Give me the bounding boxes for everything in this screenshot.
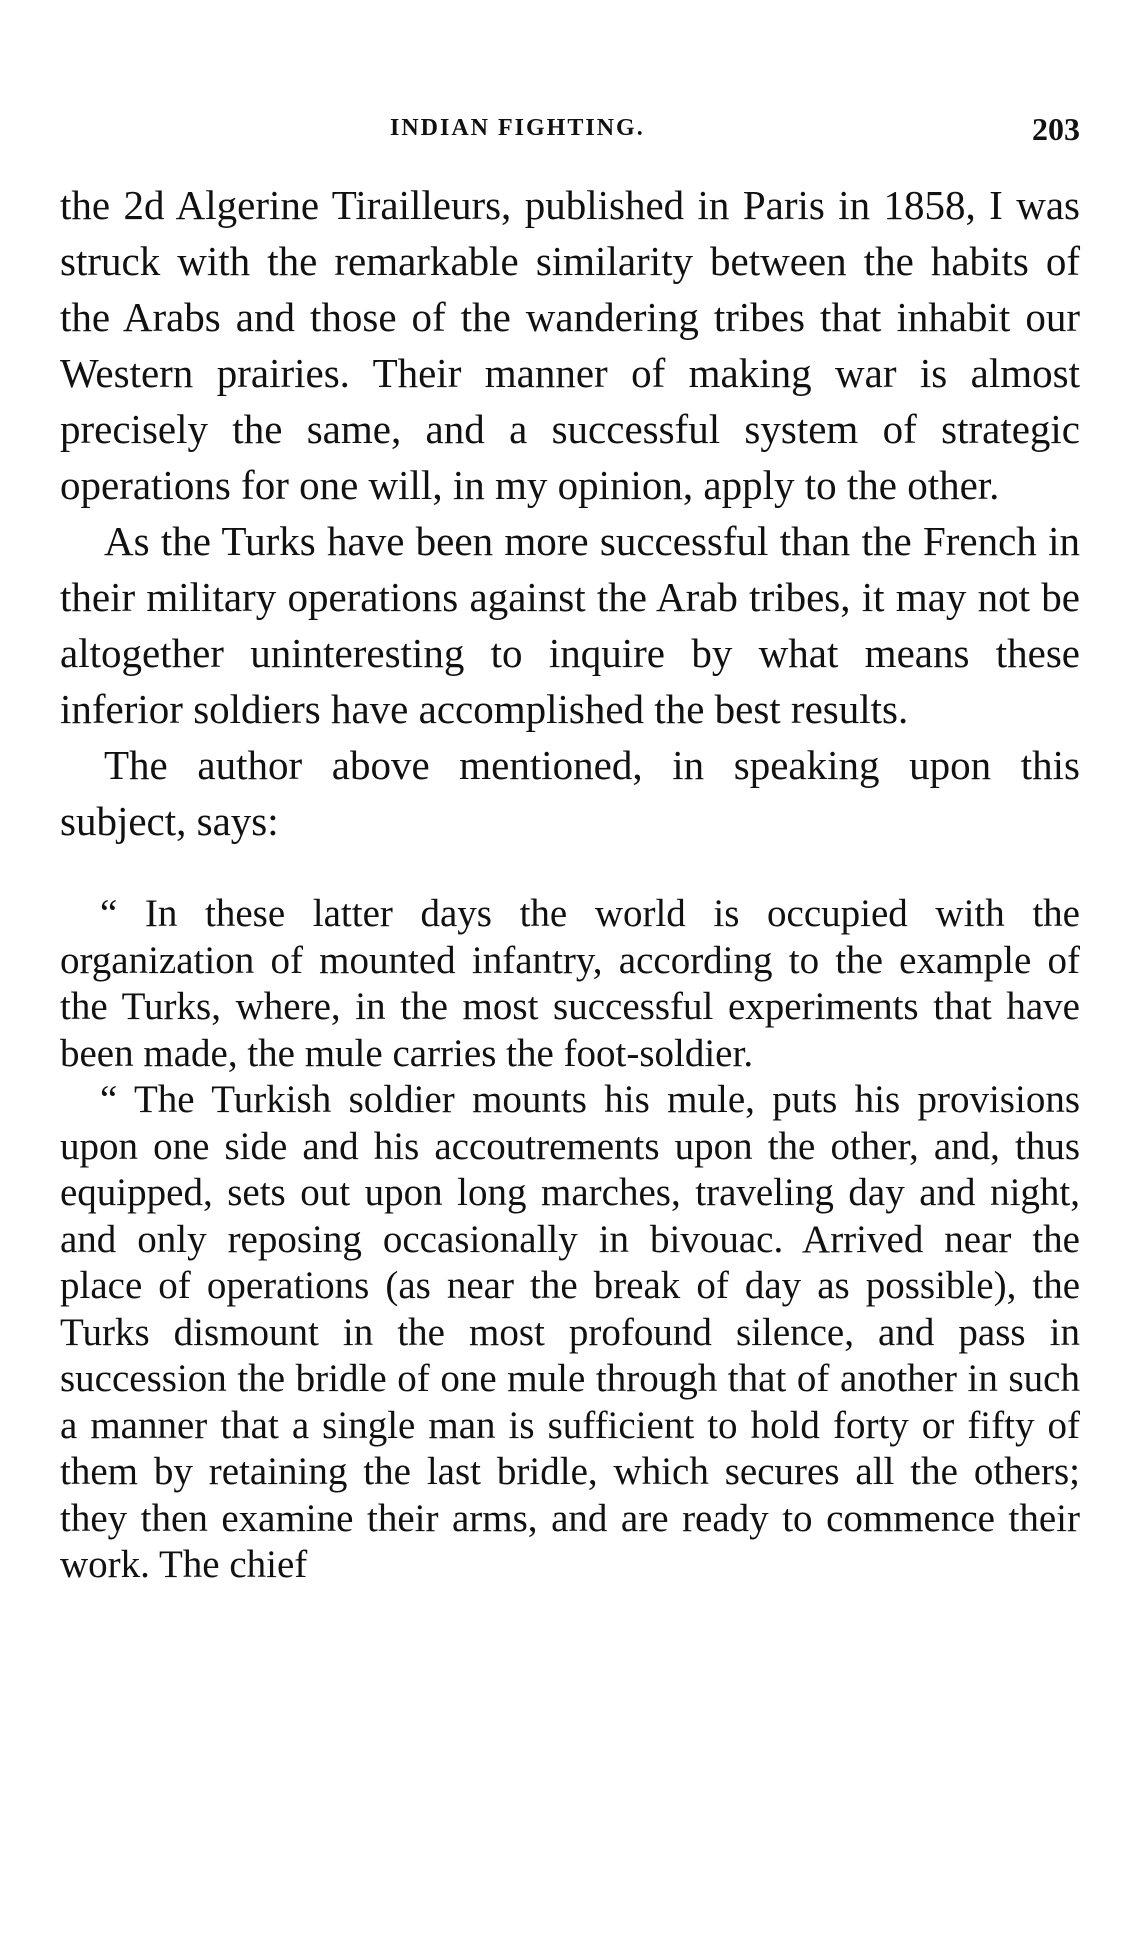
page-number: 203 [1032,111,1080,147]
quote-paragraph-mounted-infantry: “ In these latter days the world is occupied with the organization of mounted infantry, according to the example of the Turks, where, in the most successful experiments that have been made, the mule carries the foot-soldier. [60,892,1080,1075]
paragraph-turks-success: As the Turks have been more successful than the French in their military operations against the Arab tribes, it may not be altogether uninteresting to inquire by what means these inferior soldiers have accomplished the best results. [60,518,1080,732]
paragraph-author-says: The author above mentioned, in speaking upon this subject, says: [60,742,1080,844]
quote-paragraph-turkish-soldier: “ The Turkish soldier mounts his mule, puts his provisions upon one side and his accoutrements upon the other, and, thus equipped, sets out upon long marches, traveling day and night, and only reposing occasionally in bivouac. Arrived near the place of operations (as near the break of day as possible), the Turks dismount in the most profound silence, and pass in succession the bridle of one mule through that of another in such a manner that a single man is sufficient to hold forty or fifty of them by retaining the last bridle, which secures all the others; they then examine their arms, and are ready to commence their work. The chief [60,1078,1080,1586]
book-page [60,111,1080,1589]
paragraph-continuation: the 2d Algerine Tirailleurs, published in Paris in 1858, I was struck with the remarkable similarity between the habits of the Arabs and those of the wandering tribes that inhabit our Western prairies. Their manner of making war is almost precisely the same, and a successful system of strategic operations for one will, in my opinion, apply to the other. [60,182,1080,508]
quotation-block [60,891,1080,1589]
running-title: INDIAN FIGHTING. [390,115,645,141]
running-head [60,111,1080,155]
